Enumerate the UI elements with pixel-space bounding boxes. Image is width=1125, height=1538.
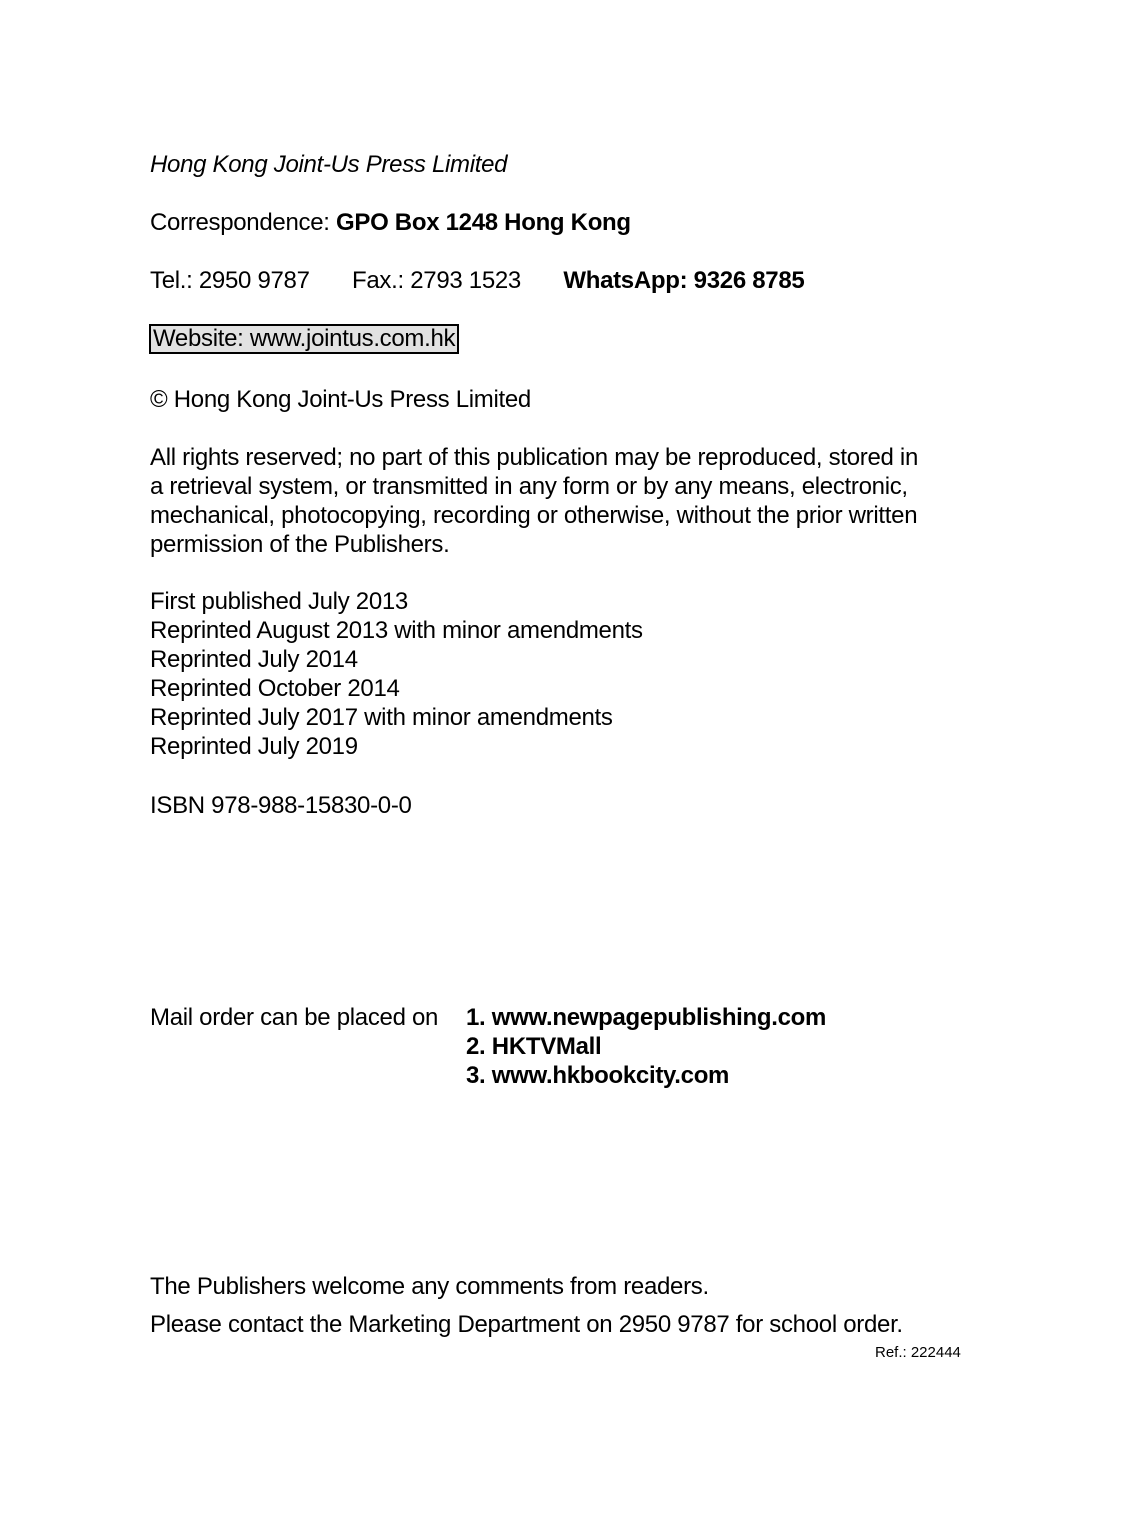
rights-line: permission of the Publishers. xyxy=(150,531,450,558)
correspondence-label: Correspondence: xyxy=(150,209,330,236)
correspondence-line xyxy=(150,208,631,237)
publisher-name: Hong Kong Joint-Us Press Limited xyxy=(150,151,508,178)
website-link[interactable]: Website: www.jointus.com.hk xyxy=(149,324,459,354)
publication-history xyxy=(150,587,990,761)
rights-line: a retrieval system, or transmitted in any form or by any means, electronic, xyxy=(150,473,908,500)
comments-note: The Publishers welcome any comments from readers. xyxy=(150,1273,709,1300)
history-item: Reprinted July 2019 xyxy=(150,733,358,760)
school-order-note: Please contact the Marketing Department on 2950 9787 for school order. xyxy=(150,1311,903,1338)
history-item: Reprinted July 2014 xyxy=(150,646,358,673)
correspondence-address: GPO Box 1248 Hong Kong xyxy=(336,209,631,236)
history-item: First published July 2013 xyxy=(150,588,408,615)
mail-order-item[interactable]: 1. www.newpagepublishing.com xyxy=(466,1004,827,1031)
mail-order-label: Mail order can be placed on xyxy=(150,1004,439,1031)
rights-paragraph xyxy=(150,443,990,559)
history-item: Reprinted July 2017 with minor amendments xyxy=(150,704,613,731)
mail-order-item[interactable]: 3. www.hkbookcity.com xyxy=(466,1062,730,1089)
history-item: Reprinted August 2013 with minor amendments xyxy=(150,617,643,644)
whatsapp-number: WhatsApp: 9326 8785 xyxy=(563,267,805,294)
fax-number: Fax.: 2793 1523 xyxy=(352,267,521,294)
mail-order-item[interactable]: 2. HKTVMall xyxy=(466,1033,602,1060)
website-line xyxy=(149,324,459,354)
contact-line xyxy=(150,266,804,295)
copyright-notice: © Hong Kong Joint-Us Press Limited xyxy=(150,386,531,413)
reference-number: Ref.: 222444 xyxy=(875,1344,961,1361)
rights-line: mechanical, photocopying, recording or otherwise, without the prior written xyxy=(150,502,918,529)
rights-line: All rights reserved; no part of this publication may be reproduced, stored in xyxy=(150,444,918,471)
tel-number: Tel.: 2950 9787 xyxy=(150,267,310,294)
history-item: Reprinted October 2014 xyxy=(150,675,400,702)
isbn: ISBN 978-988-15830-0-0 xyxy=(150,792,412,819)
